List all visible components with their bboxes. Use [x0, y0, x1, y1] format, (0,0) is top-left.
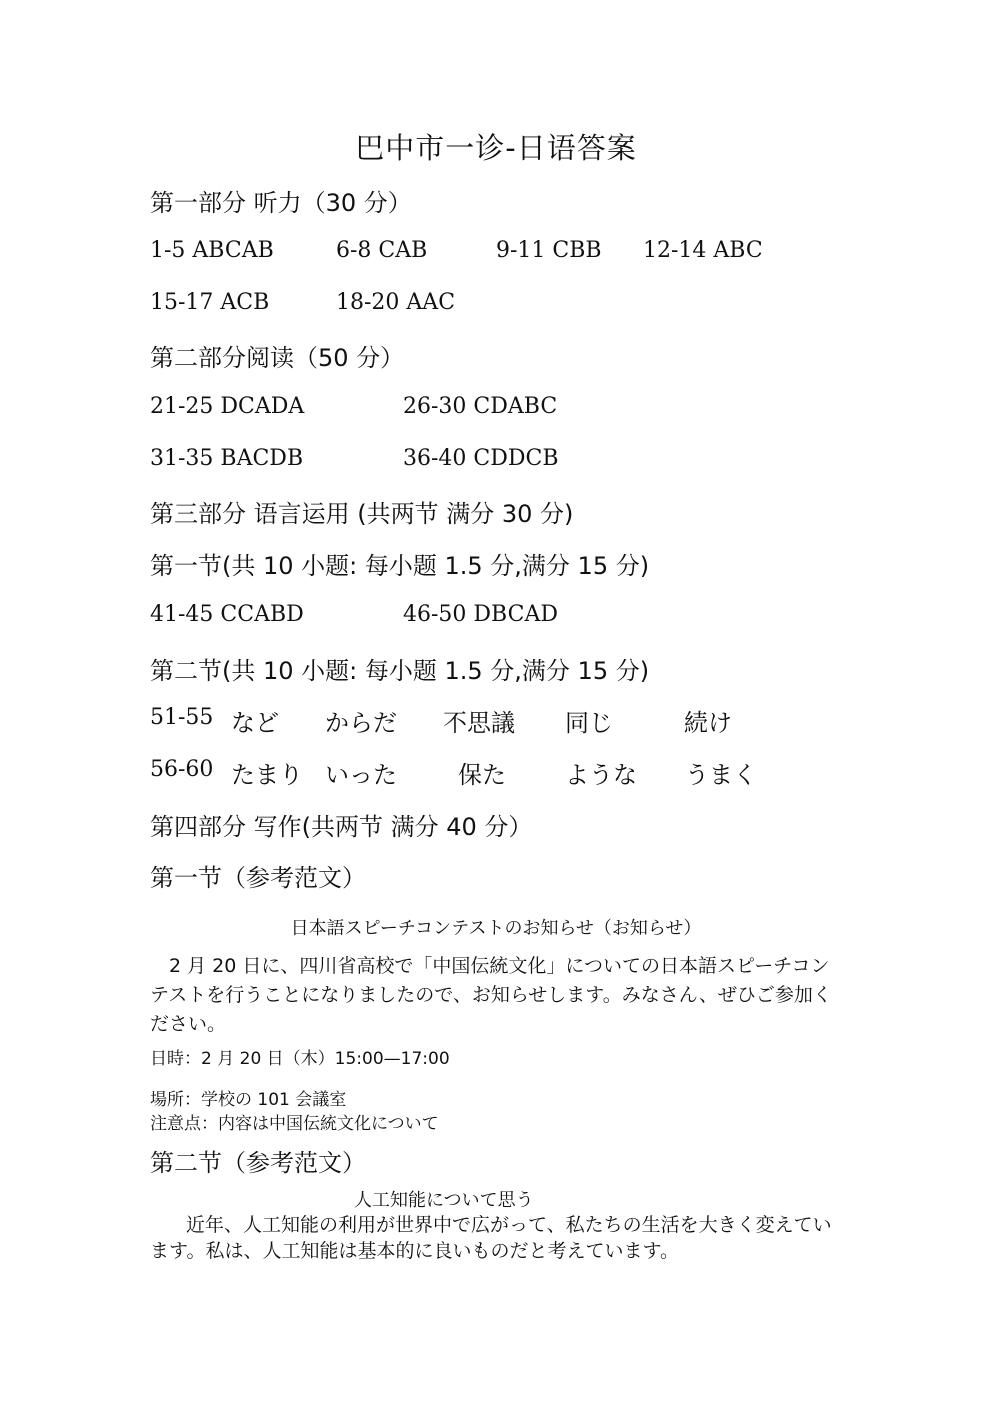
- answer-word: 不思議: [443, 709, 515, 737]
- part3-section1-heading: 第一节(共 10 小题: 每小题 1.5 分,满分 15 分): [150, 552, 650, 580]
- notice-datetime: 日時：2 月 20 日（木）15:00—17:00: [150, 1049, 450, 1069]
- answer-group: 36-40 CDDCB: [403, 446, 559, 471]
- answer-group: 9-11 CBB: [496, 238, 602, 263]
- answer-word: うまく: [685, 761, 757, 789]
- essay-title: 人工知能について思う: [354, 1190, 534, 1211]
- answer-word: 続け: [684, 709, 732, 737]
- essay-body: 近年、人工知能の利用が世界中で広がって、私たちの生活を大きく変えています。私は、人工知能は基本的に良いものだと考えています。: [150, 1214, 832, 1262]
- notice-body: 2 月 20 日に、四川省高校で「中国伝統文化」についての日本語スピーチコンテストを行うことになりましたので、お知らせします。みなさん、ぜひご参加ください。: [150, 955, 832, 1035]
- answer-word: いった: [325, 761, 397, 789]
- answer-range: 51-55: [150, 705, 214, 730]
- page-title: 巴中市一诊-日语答案: [355, 131, 637, 165]
- answer-word: たまり: [231, 761, 303, 789]
- part2-heading: 第二部分阅读（50 分）: [150, 344, 405, 372]
- part4-section1-heading: 第一节（参考范文）: [150, 864, 366, 892]
- answer-group: 6-8 CAB: [336, 238, 428, 263]
- part4-section2-heading: 第二节（参考范文）: [150, 1149, 366, 1177]
- answer-range: 56-60: [150, 757, 214, 782]
- answer-group: 12-14 ABC: [643, 238, 763, 263]
- answer-group: 31-35 BACDB: [150, 446, 304, 471]
- answer-group: 21-25 DCADA: [150, 394, 305, 419]
- part4-heading: 第四部分 写作(共两节 满分 40 分）: [150, 813, 533, 841]
- notice-note: 注意点：内容は中国伝統文化について: [150, 1114, 439, 1134]
- answer-word: 同じ: [565, 709, 613, 737]
- answer-word: からだ: [325, 709, 397, 737]
- answer-word: 保た: [458, 761, 506, 789]
- answer-word: など: [231, 709, 279, 737]
- answer-group: 18-20 AAC: [336, 290, 456, 315]
- answer-group: 1-5 ABCAB: [150, 238, 274, 263]
- answer-group: 46-50 DBCAD: [403, 602, 558, 627]
- answer-group: 15-17 ACB: [150, 290, 270, 315]
- notice-place: 場所：学校の 101 会議室: [150, 1090, 347, 1110]
- part3-heading: 第三部分 语言运用 (共两节 满分 30 分): [150, 500, 574, 528]
- notice-title: 日本語スピーチコンテストのお知らせ（お知らせ）: [290, 918, 702, 939]
- answer-group: 41-45 CCABD: [150, 602, 304, 627]
- part1-heading: 第一部分 听力（30 分）: [150, 189, 412, 217]
- answer-group: 26-30 CDABC: [403, 394, 558, 419]
- part3-section2-heading: 第二节(共 10 小题: 每小题 1.5 分,满分 15 分): [150, 657, 650, 685]
- answer-word: ような: [565, 761, 637, 789]
